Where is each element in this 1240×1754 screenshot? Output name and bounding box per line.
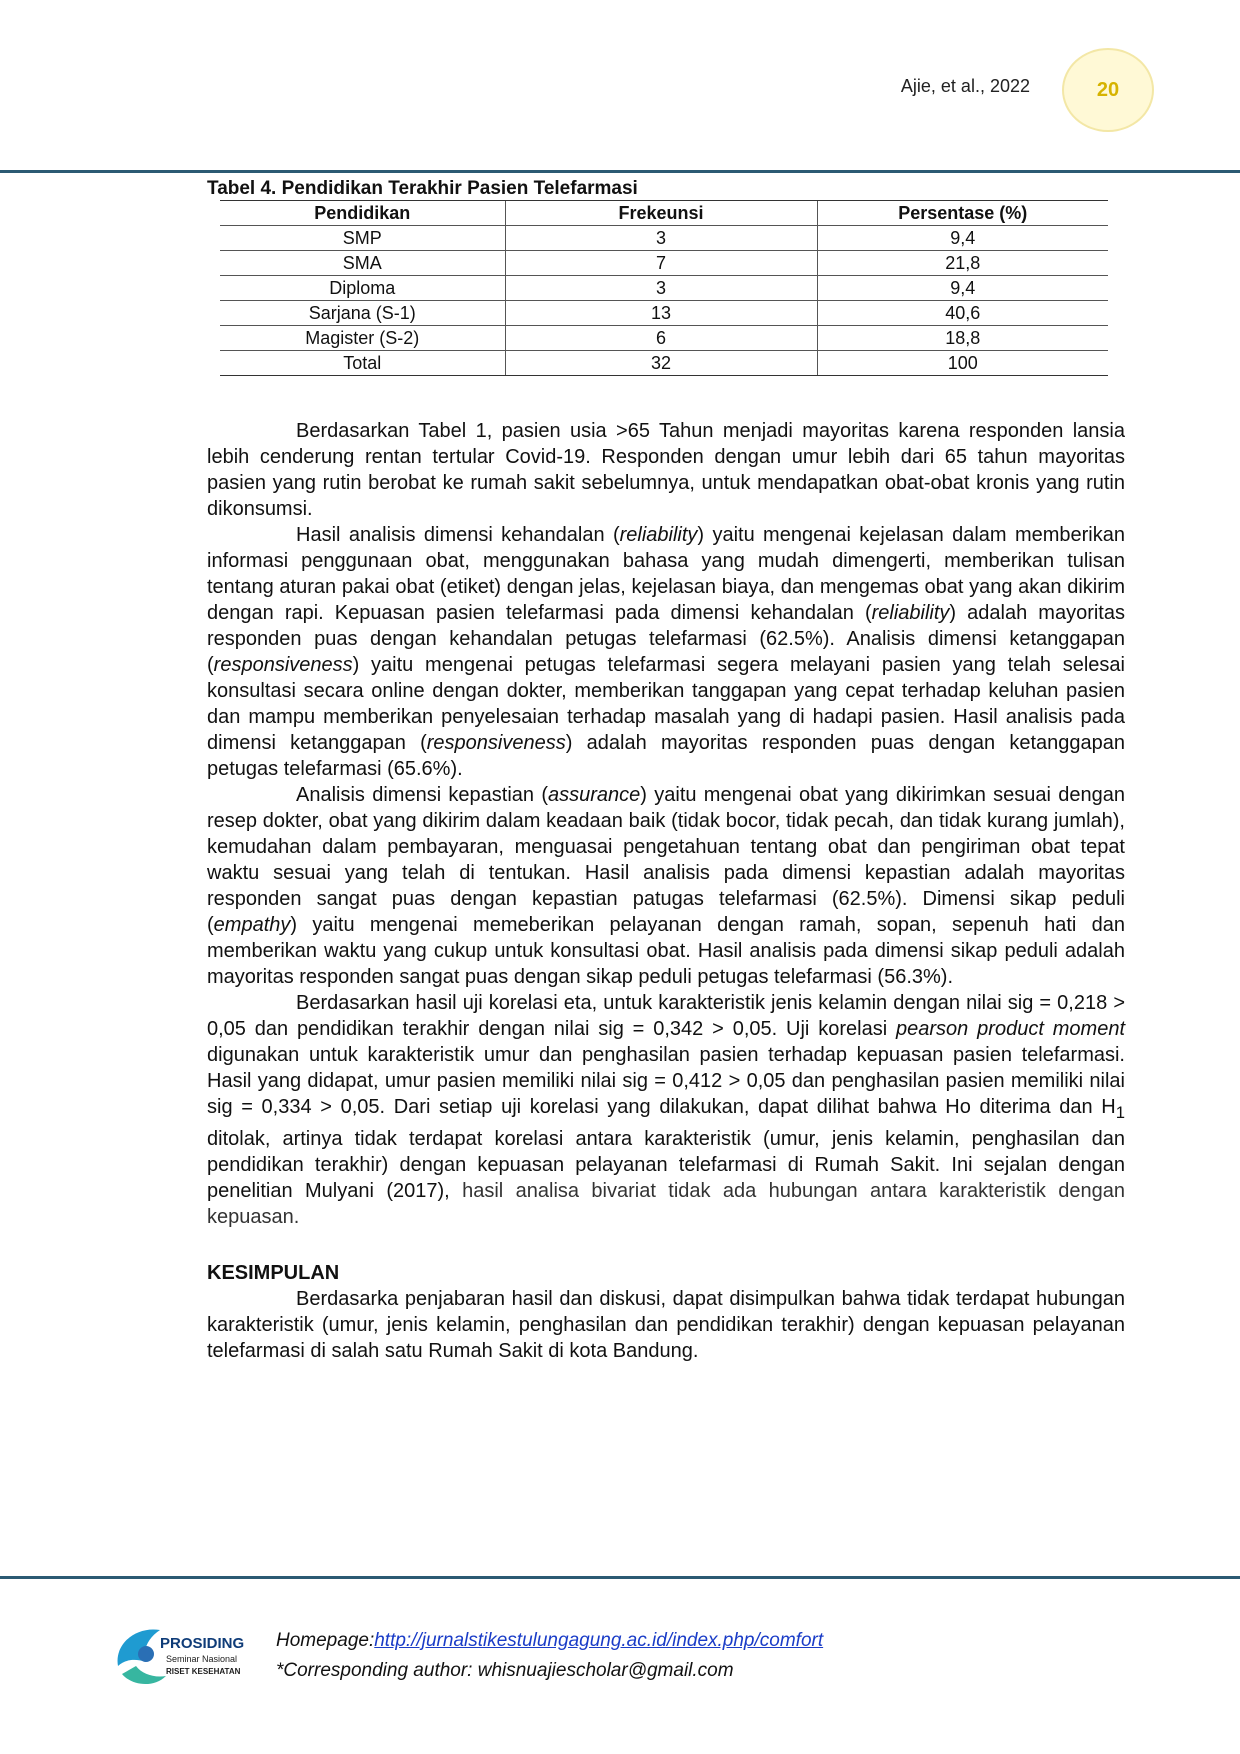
text-run: ) yaitu mengenai obat yang dikirimkan sesuai dengan resep dokter, obat yang dikirim dalam keadaan baik (tidak bocor, tidak pecah, dan tidak kurang jumlah), kemudahan dalam pembayaran, menguasai pengetahuan tentang obat dan pengiriman obat tepat waktu sesuai yang telah di tentukan. Hasil analisis pada dimensi kepastian adalah mayoritas responden sangat puas dengan kepastian patugas telefarmasi (62.5%). Dimensi sikap peduli (	[207, 784, 1126, 936]
column-header-pendidikan: Pendidikan	[220, 201, 505, 226]
results-discussion-body	[207, 418, 1125, 1230]
homepage-label: Homepage:	[276, 1630, 375, 1651]
term-italic: responsiveness	[213, 654, 353, 676]
table-row	[220, 301, 1108, 326]
term-italic: empathy	[213, 914, 291, 936]
cell-education: Total	[220, 351, 505, 376]
logo-dot-icon	[138, 1646, 154, 1662]
paragraph-2	[207, 522, 1125, 782]
text-run-soft: hasil analisa bivariat tidak ada hubungan antara karakteristik dengan kepuasan.	[207, 1180, 1125, 1228]
cell-education: SMP	[220, 226, 505, 251]
cell-education: Magister (S-2)	[220, 326, 505, 351]
table-row	[220, 251, 1108, 276]
cell-frequency: 3	[505, 226, 817, 251]
paragraph-4	[207, 990, 1125, 1230]
corresponding-author: *Corresponding author: whisnuajiescholar@gmail.com	[276, 1660, 734, 1681]
logo-line2: RISET KESEHATAN	[166, 1667, 241, 1676]
table-total-row	[220, 351, 1108, 376]
term-italic: pearson product moment	[896, 1018, 1125, 1040]
subscript: 1	[1115, 1103, 1125, 1122]
paragraph-3	[207, 782, 1125, 990]
cell-education: Sarjana (S-1)	[220, 301, 505, 326]
page-content	[207, 178, 1125, 1364]
table-caption: Tabel 4. Pendidikan Terakhir Pasien Telefarmasi	[207, 178, 638, 199]
cell-frequency: 32	[505, 351, 817, 376]
logo-swirl-icon	[122, 1666, 166, 1684]
text-run: ) yaitu mengenai kejelasan dalam memberikan informasi penggunaan obat, menggunakan bahasa yang mudah dimengerti, memberikan tulisan tentang aturan pakai obat (etiket) dengan jelas, kejelasan biaya, dan mengemas obat yang akan dikirim dengan rapi. Kepuasan pasien telefarmasi pada dimensi kehandalan (	[207, 524, 1125, 624]
text-run: ditolak, artinya tidak terdapat korelasi antara karakteristik (umur, jenis kelamin, penghasilan dan pendidikan terakhir) dengan kepuasan pelayanan telefarmasi di Rumah Sakit. Ini sejalan dengan penelitian Mulyani (2017),	[207, 1128, 1125, 1202]
cell-frequency: 7	[505, 251, 817, 276]
running-header-author: Ajie, et al., 2022	[900, 76, 1030, 96]
cell-percentage: 100	[817, 351, 1108, 376]
conclusion-paragraph: Berdasarka penjabaran hasil dan diskusi, dapat disimpulkan bahwa tidak terdapat hubungan karakteristik (umur, jenis kelamin, penghasilan dan pendidikan terakhir) dengan kepuasan pelayanan telefarmasi di salah satu Rumah Sakit di kota Bandung.	[207, 1288, 1125, 1362]
table-row	[220, 276, 1108, 301]
cell-percentage: 21,8	[817, 251, 1108, 276]
column-header-frekuensi: Frekeunsi	[505, 201, 817, 226]
text-run: ) yaitu mengenai memeberikan pelayanan dengan ramah, sopan, sepenuh hati dan memberikan waktu yang cukup untuk konsultasi obat. Hasil analisis pada dimensi sikap peduli adalah mayoritas responden sangat puas dengan sikap peduli petugas telefarmasi (56.3%).	[207, 914, 1125, 988]
term-italic: reliability	[871, 602, 950, 624]
text-run: Analisis dimensi kepastian (	[296, 784, 549, 806]
column-header-persentase: Persentase (%)	[817, 201, 1108, 226]
text-run: ) adalah mayoritas responden puas dengan ketanggapan petugas telefarmasi (65.6%).	[207, 732, 1125, 780]
cell-frequency: 13	[505, 301, 817, 326]
table-header-row	[220, 201, 1108, 226]
footer-homepage-line	[276, 1626, 823, 1656]
logo-line1: Seminar Nasional	[166, 1654, 238, 1664]
term-italic: assurance	[548, 784, 641, 806]
cell-education: Diploma	[220, 276, 505, 301]
footer-info	[276, 1626, 823, 1686]
footer-divider	[0, 1576, 1240, 1579]
logo-title: PROSIDING	[160, 1635, 245, 1652]
term-italic: reliability	[619, 524, 698, 546]
text-run: ) yaitu mengenai petugas telefarmasi segera melayani pasien yang telah selesai konsultasi secara online dengan dokter, memberikan tanggapan yang cepat terhadap keluhan pasien dan mampu memberikan penyelesaian terhadap masalah yang di hadapi pasien. Hasil analisis pada dimensi ketanggapan (	[207, 654, 1125, 754]
header-divider	[0, 170, 1240, 173]
text-run: digunakan untuk karakteristik umur dan penghasilan pasien terhadap kepuasan pasien telefarmasi. Hasil yang didapat, umur pasien memiliki nilai sig = 0,412 > 0,05 dan penghasilan pasien memiliki nilai sig = 0,334 > 0,05. Dari setiap uji korelasi yang dilakukan, dapat dilihat bahwa Ho diterima dan H	[207, 1044, 1125, 1118]
text-run: Hasil analisis dimensi kehandalan (	[296, 524, 620, 546]
term-italic: responsiveness	[426, 732, 566, 754]
text-run: Berdasarkan hasil uji korelasi eta, untuk karakteristik jenis kelamin dengan nilai sig = 0,218 > 0,05 dan pendidikan terakhir dengan nilai sig = 0,342 > 0,05. Uji korelasi	[207, 992, 1125, 1040]
logo-swirl-icon	[118, 1629, 160, 1666]
education-table	[220, 200, 1108, 376]
cell-percentage: 40,6	[817, 301, 1108, 326]
table-row	[220, 326, 1108, 351]
cell-percentage: 18,8	[817, 326, 1108, 351]
section-heading-kesimpulan: KESIMPULAN	[207, 1262, 340, 1284]
table-row	[220, 226, 1108, 251]
conclusion-section	[207, 1260, 1125, 1364]
prosiding-logo	[112, 1618, 252, 1694]
text-run: ) adalah mayoritas responden puas dengan kehandalan petugas telefarmasi (62.5%). Analisis dimensi ketanggapan (	[207, 602, 1125, 676]
cell-percentage: 9,4	[817, 226, 1108, 251]
cell-education: SMA	[220, 251, 505, 276]
paragraph-1: Berdasarkan Tabel 1, pasien usia >65 Tahun menjadi mayoritas karena responden lansia lebih cenderung rentan tertular Covid-19. Responden dengan umur lebih dari 65 tahun mayoritas pasien yang rutin berobat ke rumah sakit sebelumnya, untuk mendapatkan obat-obat kronis yang rutin dikonsumsi.	[207, 420, 1125, 520]
homepage-link[interactable]: http://jurnalstikestulungagung.ac.id/index.php/comfort	[374, 1630, 824, 1651]
cell-percentage: 9,4	[817, 276, 1108, 301]
cell-frequency: 3	[505, 276, 817, 301]
cell-frequency: 6	[505, 326, 817, 351]
page-number-badge: 20	[1062, 48, 1154, 132]
